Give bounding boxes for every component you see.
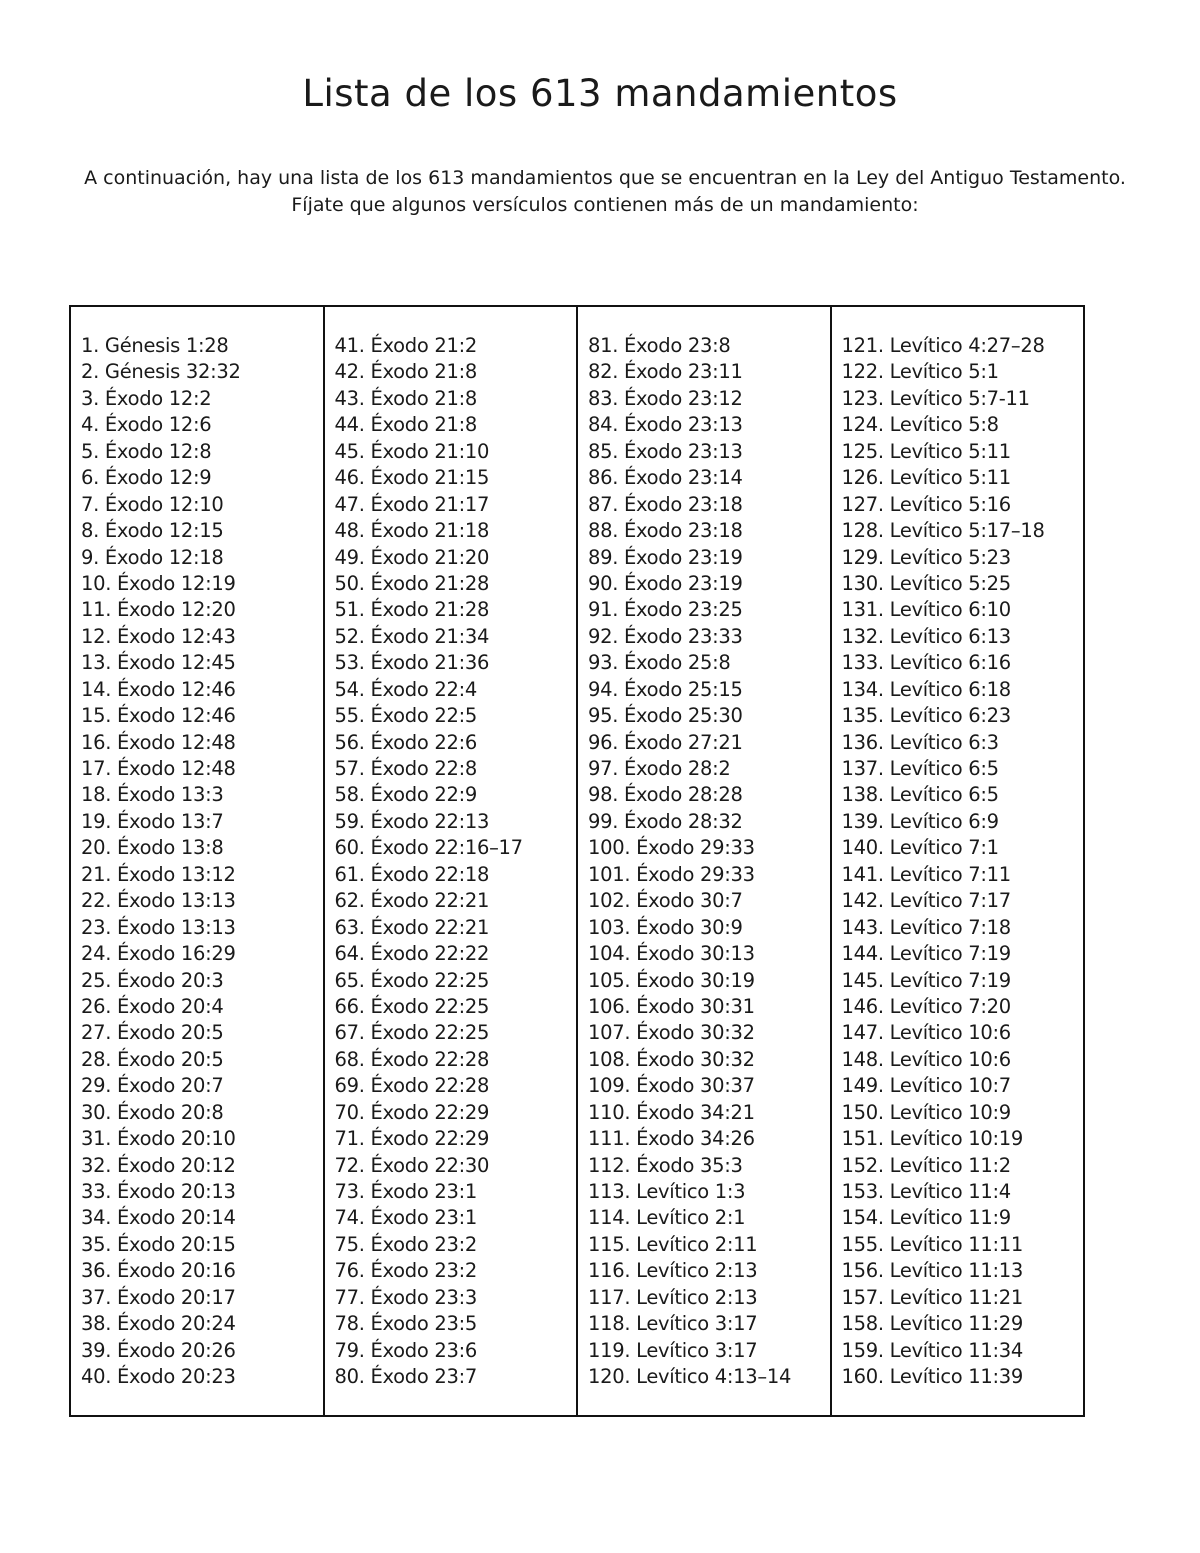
intro-paragraph: A continuación, hay una lista de los 613 mandamientos que se encuentran en la Ley del Antiguo Testamento. Fíjate que algunos versículos contienen más de un mandamiento:: [84, 167, 1126, 216]
list-item: 97. Éxodo 28:2: [588, 757, 731, 780]
list-item: 114. Levítico 2:1: [588, 1206, 746, 1230]
list-item: 19. Éxodo 13:7: [81, 809, 224, 833]
list-item: 135. Levítico 6:23: [841, 704, 1011, 728]
list-item: 45. Éxodo 21:10: [334, 439, 490, 463]
list-item: 145. Levítico 7:19: [841, 968, 1011, 992]
list-item: 155. Levítico 11:11: [841, 1232, 1024, 1256]
list-item: 93. Éxodo 25:8: [588, 651, 731, 675]
column-list: [335, 333, 577, 1391]
list-item: 149. Levítico 10:7: [841, 1074, 1011, 1098]
list-item: 16. Éxodo 12:48: [81, 730, 236, 754]
list-item: 69. Éxodo 22:28: [334, 1074, 490, 1098]
list-item: 136. Levítico 6:3: [841, 730, 999, 754]
list-item: 67. Éxodo 22:25: [334, 1021, 490, 1045]
list-item: 74. Éxodo 23:1: [334, 1206, 477, 1230]
list-item: 142. Levítico 7:17: [841, 889, 1011, 913]
list-item: 101. Éxodo 29:33: [588, 862, 755, 886]
list-item: 58. Éxodo 22:9: [334, 783, 477, 807]
list-item: 66. Éxodo 22:25: [334, 994, 490, 1018]
list-item: 22. Éxodo 13:13: [81, 889, 236, 913]
list-item: 54. Éxodo 22:4: [334, 677, 477, 701]
commandments-table: [69, 305, 1085, 1417]
list-item: 30. Éxodo 20:8: [81, 1100, 224, 1124]
list-item: 59. Éxodo 22:13: [334, 809, 490, 833]
list-item: 123. Levítico 5:7-11: [841, 386, 1030, 410]
list-item: 144. Levítico 7:19: [841, 942, 1011, 966]
list-item: 29. Éxodo 20:7: [81, 1074, 224, 1098]
list-item: 130. Levítico 5:25: [841, 571, 1011, 595]
list-item: 131. Levítico 6:10: [841, 598, 1011, 622]
list-item: 61. Éxodo 22:18: [334, 862, 490, 886]
list-item: 28. Éxodo 20:5: [81, 1047, 224, 1071]
column-1: [71, 307, 325, 1415]
list-item: 154. Levítico 11:9: [841, 1206, 1011, 1230]
list-item: 82. Éxodo 23:11: [588, 360, 743, 384]
list-item: 159. Levítico 11:34: [841, 1338, 1024, 1362]
list-item: 76. Éxodo 23:2: [334, 1259, 477, 1283]
list-item: 81. Éxodo 23:8: [588, 334, 731, 357]
list-item: 111. Éxodo 34:26: [588, 1127, 755, 1151]
list-item: 119. Levítico 3:17: [588, 1338, 758, 1362]
list-item: 12. Éxodo 12:43: [81, 624, 236, 648]
list-item: 15. Éxodo 12:46: [81, 704, 236, 728]
list-item: 65. Éxodo 22:25: [334, 968, 490, 992]
list-item: 57. Éxodo 22:8: [334, 757, 477, 780]
list-item: 42. Éxodo 21:8: [334, 360, 477, 384]
list-item: 120. Levítico 4:13–14: [588, 1365, 792, 1389]
list-item: 27. Éxodo 20:5: [81, 1021, 224, 1045]
list-item: 51. Éxodo 21:28: [334, 598, 490, 622]
list-item: 150. Levítico 10:9: [841, 1100, 1011, 1124]
list-item: 38. Éxodo 20:24: [81, 1312, 236, 1336]
column-2: [325, 307, 579, 1415]
list-item: 24. Éxodo 16:29: [81, 942, 236, 966]
list-item: 96. Éxodo 27:21: [588, 730, 743, 754]
list-item: 95. Éxodo 25:30: [588, 704, 743, 728]
list-item: 146. Levítico 7:20: [841, 994, 1011, 1018]
list-item: 32. Éxodo 20:12: [81, 1153, 236, 1177]
list-item: 5. Éxodo 12:8: [81, 439, 212, 463]
list-item: 125. Levítico 5:11: [841, 439, 1011, 463]
list-item: 157. Levítico 11:21: [841, 1285, 1024, 1309]
list-item: 156. Levítico 11:13: [841, 1259, 1024, 1283]
list-item: 3. Éxodo 12:2: [81, 386, 212, 410]
list-item: 39. Éxodo 20:26: [81, 1338, 236, 1362]
list-item: 40. Éxodo 20:23: [81, 1365, 236, 1389]
column-list: [842, 333, 1084, 1391]
list-item: 87. Éxodo 23:18: [588, 492, 743, 516]
list-item: 109. Éxodo 30:37: [588, 1074, 755, 1098]
list-item: 124. Levítico 5:8: [841, 413, 999, 437]
list-item: 151. Levítico 10:19: [841, 1127, 1024, 1151]
list-item: 141. Levítico 7:11: [841, 862, 1011, 886]
list-item: 112. Éxodo 35:3: [588, 1153, 743, 1177]
list-item: 26. Éxodo 20:4: [81, 994, 224, 1018]
list-item: 110. Éxodo 34:21: [588, 1100, 755, 1124]
list-item: 118. Levítico 3:17: [588, 1312, 758, 1336]
list-item: 148. Levítico 10:6: [841, 1047, 1011, 1071]
list-item: 2. Génesis 32:32: [81, 360, 241, 384]
list-item: 102. Éxodo 30:7: [588, 889, 743, 913]
list-item: 147. Levítico 10:6: [841, 1021, 1011, 1045]
list-item: 75. Éxodo 23:2: [334, 1232, 477, 1256]
list-item: 113. Levítico 1:3: [588, 1180, 746, 1203]
list-item: 106. Éxodo 30:31: [588, 994, 755, 1018]
list-item: 153. Levítico 11:4: [841, 1180, 1011, 1203]
list-item: 33. Éxodo 20:13: [81, 1180, 236, 1203]
list-item: 36. Éxodo 20:16: [81, 1259, 236, 1283]
list-item: 115. Levítico 2:11: [588, 1232, 758, 1256]
list-item: 14. Éxodo 12:46: [81, 677, 236, 701]
list-item: 49. Éxodo 21:20: [334, 545, 490, 569]
list-item: 56. Éxodo 22:6: [334, 730, 477, 754]
list-item: 63. Éxodo 22:21: [334, 915, 490, 939]
list-item: 88. Éxodo 23:18: [588, 519, 743, 543]
list-item: 160. Levítico 11:39: [841, 1365, 1024, 1389]
list-item: 35. Éxodo 20:15: [81, 1232, 236, 1256]
list-item: 100. Éxodo 29:33: [588, 836, 755, 860]
list-item: 143. Levítico 7:18: [841, 915, 1011, 939]
list-item: 80. Éxodo 23:7: [334, 1365, 477, 1389]
list-item: 128. Levítico 5:17–18: [841, 519, 1045, 543]
list-item: 134. Levítico 6:18: [841, 677, 1011, 701]
list-item: 70. Éxodo 22:29: [334, 1100, 490, 1124]
list-item: 138. Levítico 6:5: [841, 783, 999, 807]
list-item: 89. Éxodo 23:19: [588, 545, 743, 569]
list-item: 4. Éxodo 12:6: [81, 413, 212, 437]
list-item: 11. Éxodo 12:20: [81, 598, 236, 622]
list-item: 103. Éxodo 30:9: [588, 915, 743, 939]
list-item: 72. Éxodo 22:30: [334, 1153, 490, 1177]
list-item: 41. Éxodo 21:2: [334, 334, 477, 357]
list-item: 20. Éxodo 13:8: [81, 836, 224, 860]
list-item: 152. Levítico 11:2: [841, 1153, 1011, 1177]
list-item: 10. Éxodo 12:19: [81, 571, 236, 595]
list-item: 21. Éxodo 13:12: [81, 862, 236, 886]
list-item: 83. Éxodo 23:12: [588, 386, 743, 410]
list-item: 18. Éxodo 13:3: [81, 783, 224, 807]
list-item: 140. Levítico 7:1: [841, 836, 999, 860]
list-item: 121. Levítico 4:27–28: [841, 334, 1045, 357]
list-item: 1. Génesis 1:28: [81, 334, 229, 357]
list-item: 7. Éxodo 12:10: [81, 492, 224, 516]
list-item: 23. Éxodo 13:13: [81, 915, 236, 939]
list-item: 158. Levítico 11:29: [841, 1312, 1024, 1336]
list-item: 46. Éxodo 21:15: [334, 466, 490, 490]
list-item: 53. Éxodo 21:36: [334, 651, 490, 675]
list-item: 31. Éxodo 20:10: [81, 1127, 236, 1151]
list-item: 105. Éxodo 30:19: [588, 968, 755, 992]
column-3: [578, 307, 832, 1415]
list-item: 48. Éxodo 21:18: [334, 519, 490, 543]
list-item: 116. Levítico 2:13: [588, 1259, 758, 1283]
list-item: 6. Éxodo 12:9: [81, 466, 212, 490]
list-item: 129. Levítico 5:23: [841, 545, 1011, 569]
list-item: 108. Éxodo 30:32: [588, 1047, 755, 1071]
list-item: 43. Éxodo 21:8: [334, 386, 477, 410]
list-item: 64. Éxodo 22:22: [334, 942, 490, 966]
list-item: 99. Éxodo 28:32: [588, 809, 743, 833]
list-item: 139. Levítico 6:9: [841, 809, 999, 833]
list-item: 104. Éxodo 30:13: [588, 942, 755, 966]
page-title: Lista de los 613 mandamientos: [302, 72, 898, 115]
list-item: 133. Levítico 6:16: [841, 651, 1011, 675]
list-item: 90. Éxodo 23:19: [588, 571, 743, 595]
column-list: [588, 333, 830, 1391]
list-item: 17. Éxodo 12:48: [81, 757, 236, 780]
list-item: 122. Levítico 5:1: [841, 360, 999, 384]
list-item: 47. Éxodo 21:17: [334, 492, 490, 516]
column-4: [832, 307, 1084, 1415]
list-item: 62. Éxodo 22:21: [334, 889, 490, 913]
list-item: 92. Éxodo 23:33: [588, 624, 743, 648]
list-item: 34. Éxodo 20:14: [81, 1206, 236, 1230]
list-item: 77. Éxodo 23:3: [334, 1285, 477, 1309]
list-item: 132. Levítico 6:13: [841, 624, 1011, 648]
list-item: 68. Éxodo 22:28: [334, 1047, 490, 1071]
list-item: 78. Éxodo 23:5: [334, 1312, 477, 1336]
list-item: 55. Éxodo 22:5: [334, 704, 477, 728]
list-item: 13. Éxodo 12:45: [81, 651, 236, 675]
list-item: 107. Éxodo 30:32: [588, 1021, 755, 1045]
list-item: 71. Éxodo 22:29: [334, 1127, 490, 1151]
list-item: 79. Éxodo 23:6: [334, 1338, 477, 1362]
list-item: 44. Éxodo 21:8: [334, 413, 477, 437]
list-item: 84. Éxodo 23:13: [588, 413, 743, 437]
list-item: 9. Éxodo 12:18: [81, 545, 224, 569]
list-item: 25. Éxodo 20:3: [81, 968, 224, 992]
column-list: [81, 333, 323, 1391]
list-item: 91. Éxodo 23:25: [588, 598, 743, 622]
list-item: 8. Éxodo 12:15: [81, 519, 224, 543]
list-item: 117. Levítico 2:13: [588, 1285, 758, 1309]
list-item: 86. Éxodo 23:14: [588, 466, 743, 490]
list-item: 137. Levítico 6:5: [841, 757, 999, 780]
list-item: 127. Levítico 5:16: [841, 492, 1011, 516]
list-item: 73. Éxodo 23:1: [334, 1180, 477, 1203]
list-item: 85. Éxodo 23:13: [588, 439, 743, 463]
list-item: 60. Éxodo 22:16–17: [334, 836, 523, 860]
list-item: 94. Éxodo 25:15: [588, 677, 743, 701]
list-item: 52. Éxodo 21:34: [334, 624, 490, 648]
list-item: 98. Éxodo 28:28: [588, 783, 743, 807]
list-item: 126. Levítico 5:11: [841, 466, 1011, 490]
list-item: 37. Éxodo 20:17: [81, 1285, 236, 1309]
list-item: 50. Éxodo 21:28: [334, 571, 490, 595]
